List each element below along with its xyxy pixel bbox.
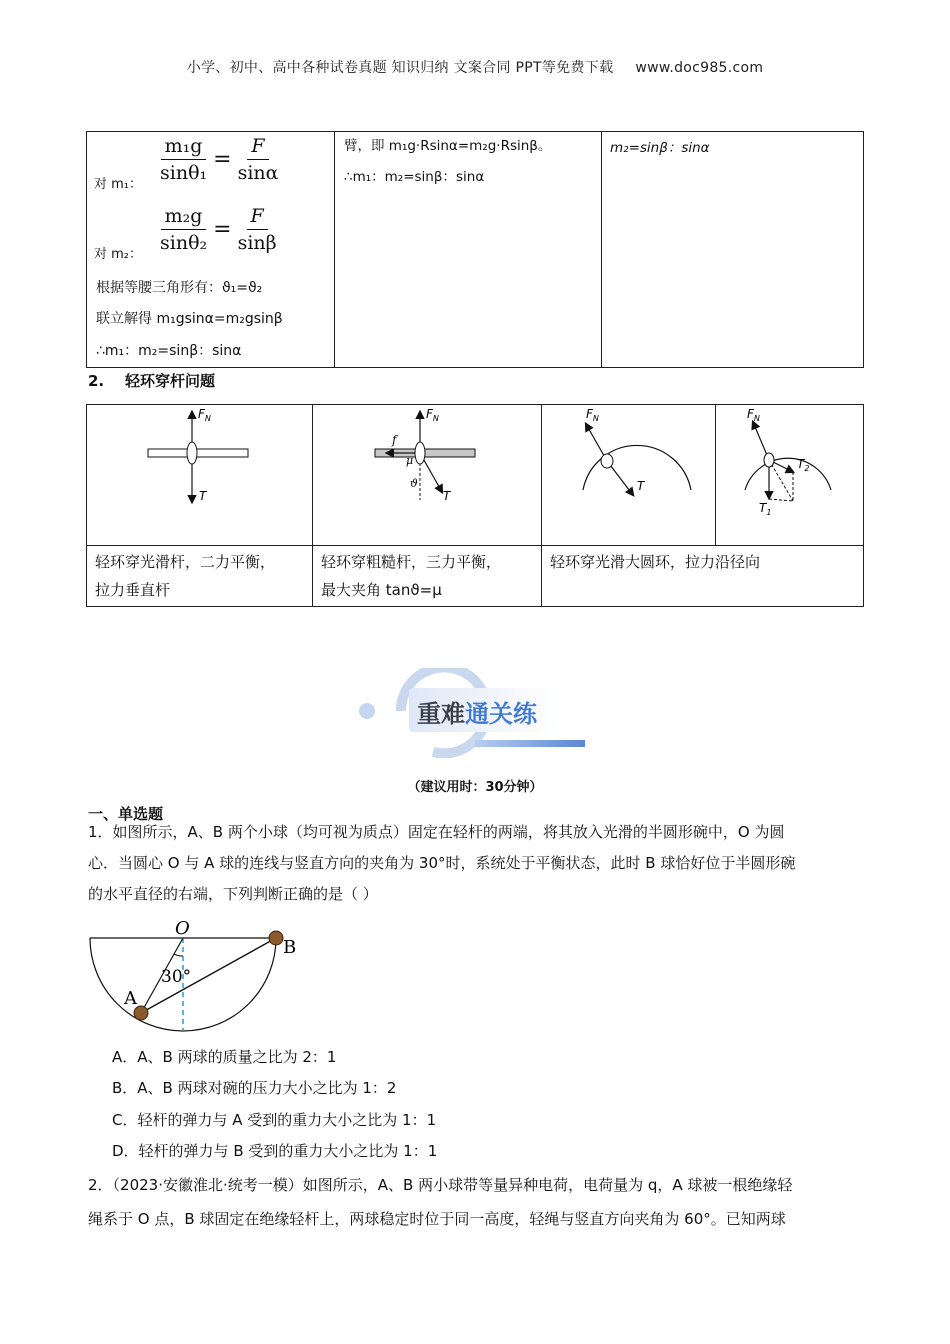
question-2	[88, 1168, 792, 1236]
label-a: A	[124, 988, 137, 1009]
ring	[601, 454, 613, 468]
t2-label: $T_2$	[797, 457, 810, 473]
rod	[148, 449, 248, 457]
smooth-rod-diagram	[86, 404, 312, 545]
fn-label: $F_N$	[747, 407, 760, 423]
ring	[187, 442, 197, 464]
col2-line2: ∴m₁：m₂=sinβ：sinα	[344, 169, 485, 185]
fn-label: $F_N$	[198, 407, 211, 423]
q2-line2: 绳系于 O 点，B 球固定在绝缘轻杆上，两球稳定时位于同一高度，轻绳与竖直方向夹角为 60°。已知两球	[88, 1210, 786, 1228]
section-title: 2. 轻环穿杆问题	[88, 372, 216, 390]
fn-label: $F_N$	[426, 407, 439, 423]
angle-label: 30°	[161, 967, 192, 987]
circular-hoop	[745, 458, 831, 490]
label-o: O	[175, 918, 190, 939]
m1-fraction-right: $\frac{F}{\sin\alpha}$	[237, 135, 279, 184]
f-label: f	[392, 433, 397, 447]
banner-dot	[359, 703, 375, 719]
m2-label: 对 m₂：	[94, 247, 143, 262]
caption-2: 轻环穿粗糙杆，三力平衡， 最大夹角 tanϑ=μ	[321, 553, 502, 599]
ring	[764, 453, 774, 467]
header-left: 小学、初中、高中各种试卷真题 知识归纳 文案合同 PPT等免费下载	[186, 60, 614, 76]
ring	[415, 442, 425, 464]
tension-decomposition-diagram	[715, 404, 863, 545]
col1-line1: 根据等腰三角形有：ϑ₁=ϑ₂	[96, 280, 263, 296]
option-b[interactable]: B．A、B 两球对碗的压力大小之比为 1：2	[112, 1079, 397, 1097]
t-label: T	[443, 489, 451, 503]
time-hint: （建议用时：30分钟）	[407, 780, 543, 795]
section-heading: 一、单选题	[88, 805, 164, 823]
banner-title: 重难通关练	[417, 700, 537, 728]
ring-rod-table	[86, 404, 864, 607]
m1-fraction-left: $\frac{\text{m₁g}}{\text{sinθ₁}}$	[160, 135, 208, 184]
derivation-table: 对 m₁： $\frac{\text{m₁g}}{\text{sinθ₁}}$ = $\frac{F}{\sin\alpha}$ 对 m₂： $\frac{\text{m₂g}}{\text{sinθ₂}}$ = $\frac{F}{\sin\beta}$ 根据等腰三角形有：ϑ₁=ϑ₂ 联立解得 m₁gsinα=m₂gsinβ ∴m₁：m₂=sinβ：sinα 臂，即 m₁g·Rsinα=m₂g·Rsinβ。 ∴m₁：m₂=sinβ：sinα m₂=sinβ：sinα	[86, 131, 864, 368]
rough-rod-diagram	[312, 404, 541, 545]
col1-line3: ∴m₁：m₂=sinβ：sinα	[96, 343, 242, 359]
theta-label: ϑ	[410, 477, 418, 490]
m2-fraction-left: $\frac{\text{m₂g}}{\text{sinθ₂}}$	[160, 205, 208, 254]
label-b: B	[283, 937, 297, 958]
option-d[interactable]: D．轻杆的弹力与 B 受到的重力大小之比为 1：1	[112, 1142, 438, 1160]
q1-line3: 的水平直径的右端，下列判断正确的是（ ）	[88, 885, 378, 903]
bowl-figure	[86, 916, 316, 1034]
q2-line1: 2．（2023·安徽淮北·统考一模）如图所示，A、B 两小球带等量异种电荷，电荷量为 q，A 球被一根绝缘轻	[88, 1176, 793, 1194]
q1-line2: 心．当圆心 O 与 A 球的连线与竖直方向的夹角为 30°时，系统处于平衡状态，此时 B 球恰好位于半圆形碗	[88, 854, 796, 872]
angle-arc	[174, 954, 183, 956]
banner-stripe	[475, 740, 585, 747]
ball-b	[269, 931, 283, 945]
header-url[interactable]: www.doc985.com	[635, 60, 764, 76]
col1-line2: 联立解得 m₁gsinα=m₂gsinβ	[96, 311, 283, 327]
m2-fraction-right: $\frac{F}{\sin\beta}$	[237, 205, 277, 254]
t-label: T	[637, 479, 645, 493]
caption-1: 轻环穿光滑杆，二力平衡， 拉力垂直杆	[95, 553, 276, 599]
mu-label: μ	[406, 454, 414, 467]
question-1	[88, 817, 795, 910]
fn-label: $F_N$	[586, 407, 599, 423]
m1-label: 对 m₁：	[94, 177, 143, 192]
parallelogram-side	[769, 499, 793, 501]
option-a[interactable]: A．A、B 两球的质量之比为 2：1	[112, 1048, 337, 1066]
caption-3: 轻环穿光滑大圆环，拉力沿径向	[550, 553, 761, 571]
practice-banner	[355, 668, 595, 758]
big-circle-diagram	[541, 404, 715, 545]
col3-line1: m₂=sinβ：sinα	[610, 140, 710, 156]
page-header	[0, 57, 950, 77]
q1-line1: 1．如图所示，A、B 两个小球（均可视为质点）固定在轻杆的两端，将其放入光滑的半圆形碗中，O 为圆	[88, 823, 785, 841]
t-label: T	[199, 489, 207, 503]
option-c[interactable]: C．轻杆的弹力与 A 受到的重力大小之比为 1：1	[112, 1111, 437, 1129]
t1-label: $T_1$	[759, 501, 772, 517]
col2-line1: 臂，即 m₁g·Rsinα=m₂g·Rsinβ。	[344, 138, 552, 154]
